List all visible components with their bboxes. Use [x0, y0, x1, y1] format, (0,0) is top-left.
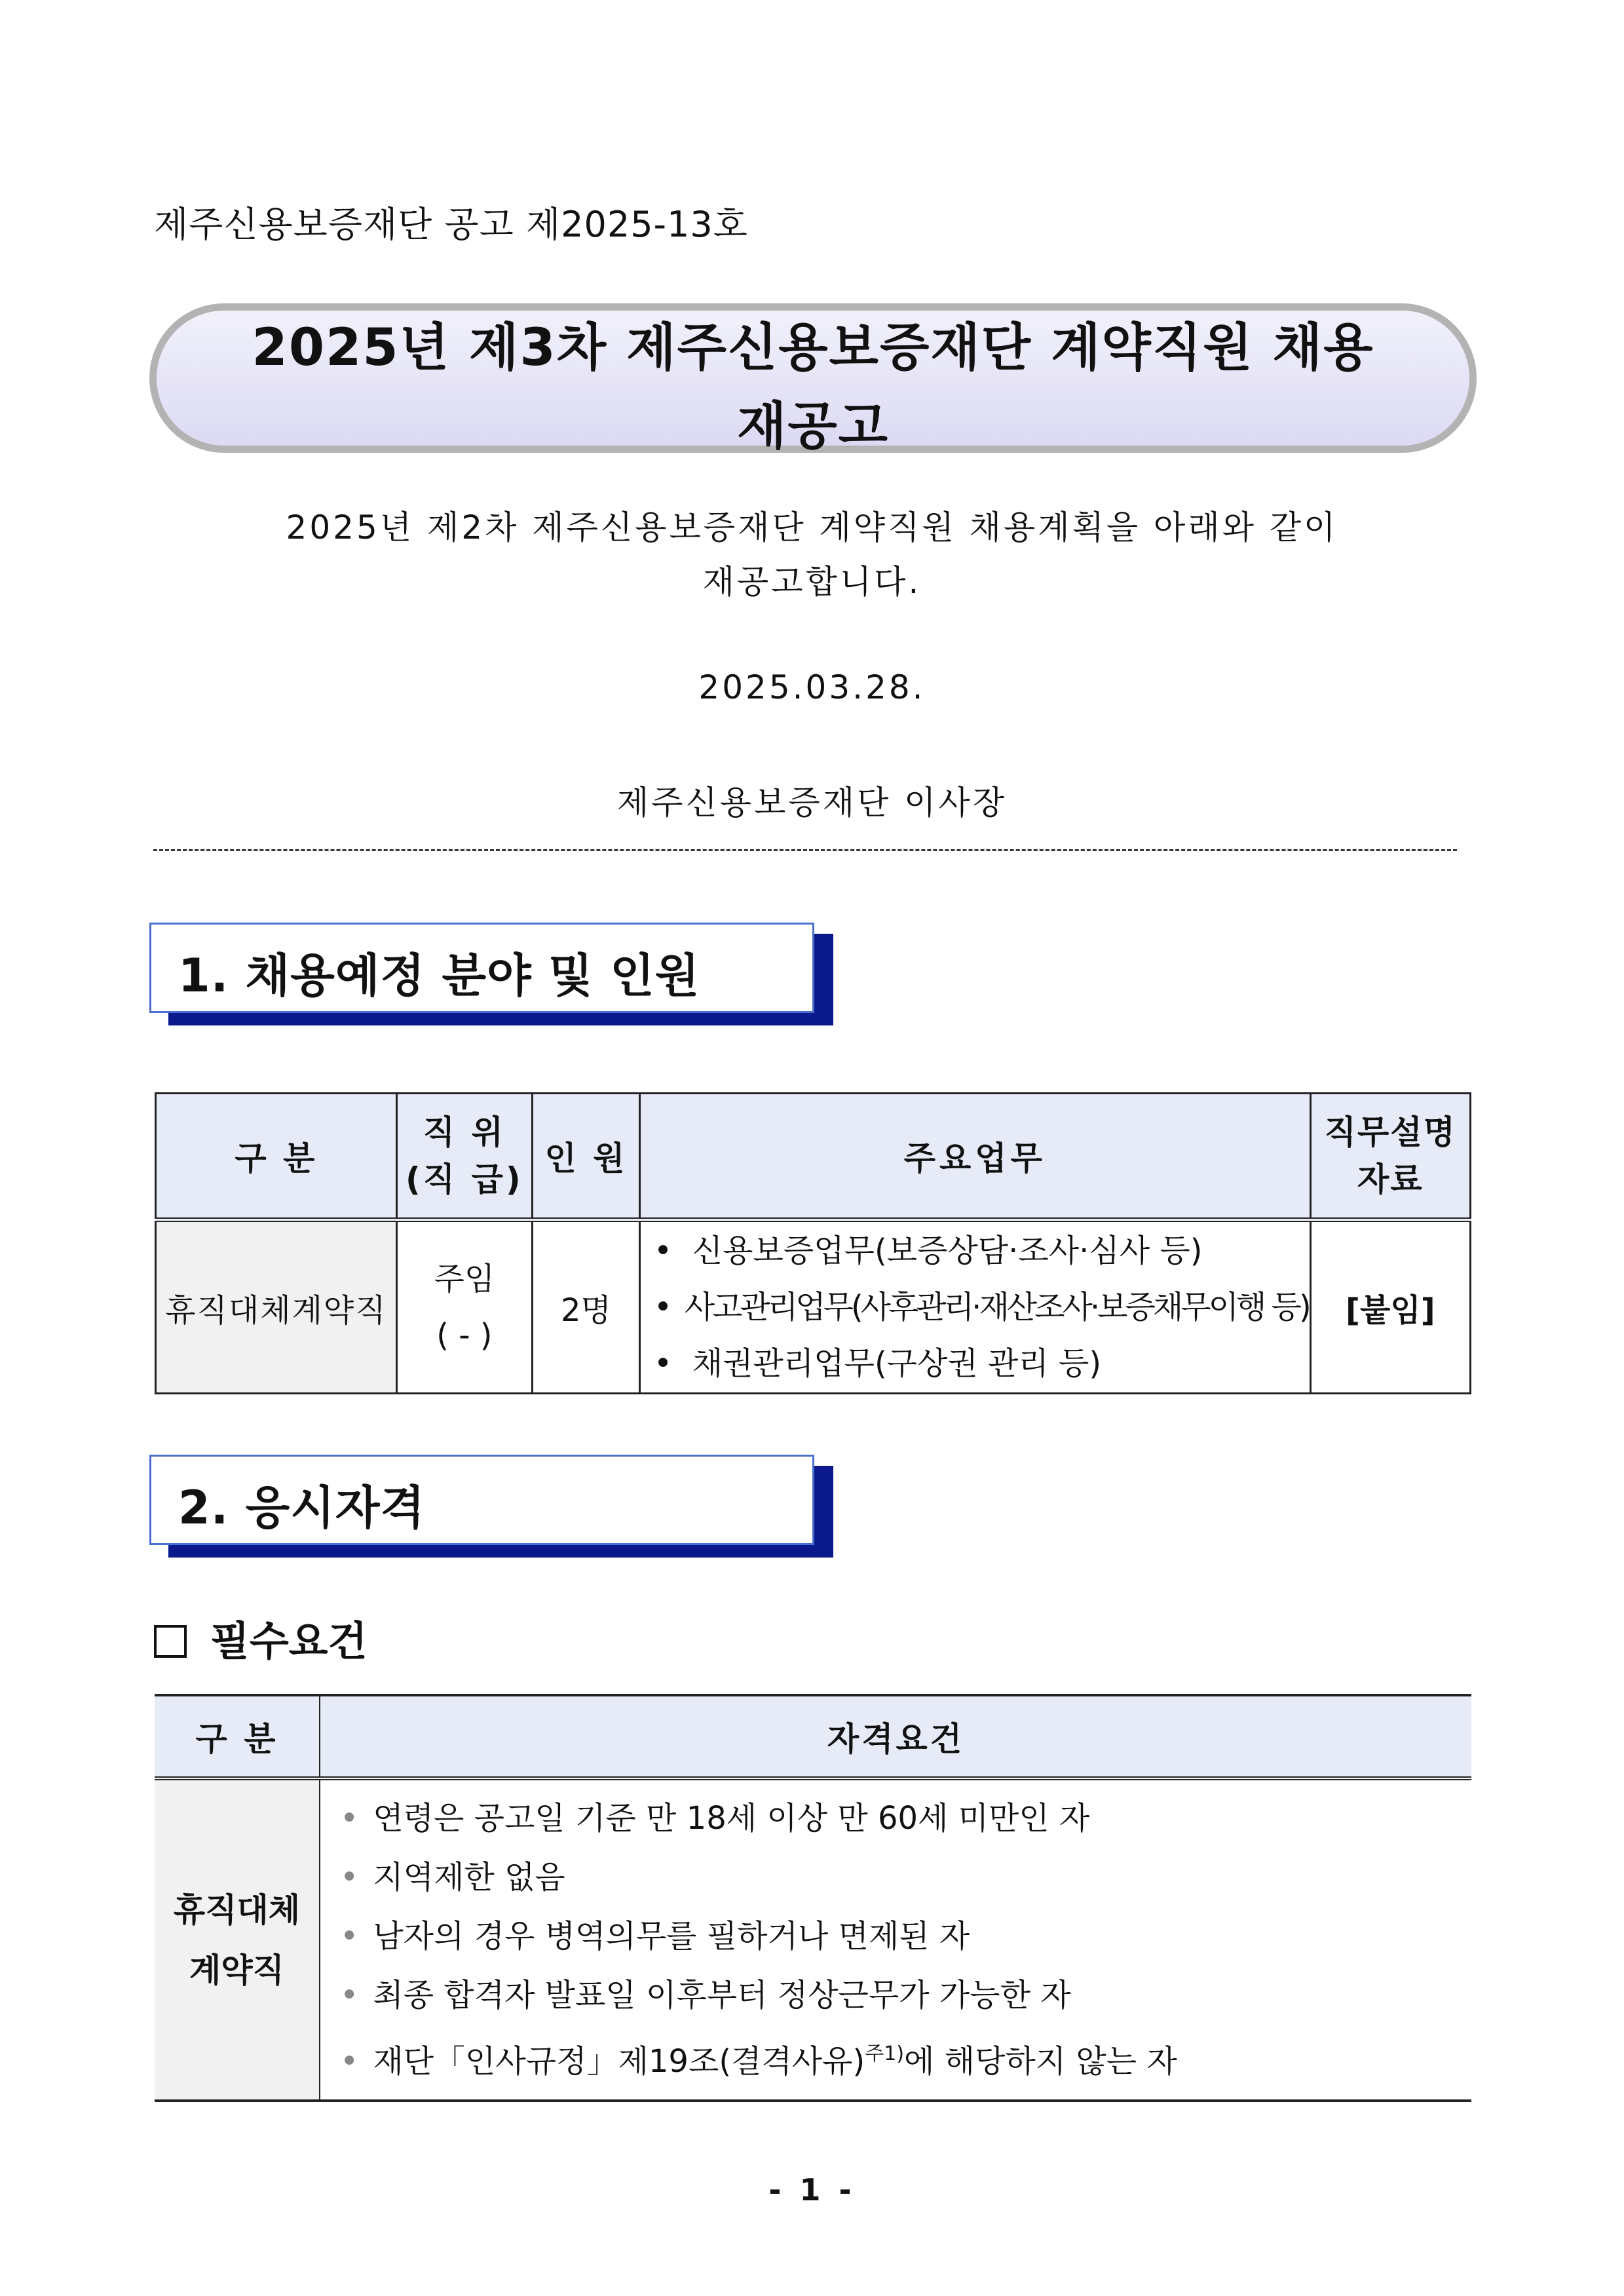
list-item: • 남자의 경우 병역의무를 필하거나 면제된 자	[340, 1918, 970, 1955]
list-item: • 최종 합격자 발표일 이후부터 정상근무가 가능한 자	[340, 1977, 1071, 2014]
req-category: 휴직대체 계약직	[155, 1778, 320, 2101]
duty-item: • 신용보증업무(보증상담·조사·심사 등)	[653, 1233, 1203, 1269]
req-list	[320, 1778, 1471, 2101]
page-number: - 1 -	[768, 2172, 856, 2208]
row-jobdesc: [붙임]	[1310, 1220, 1470, 1394]
table-row	[156, 1220, 1471, 1394]
req-header-requirements: 자격요건	[320, 1695, 1471, 1778]
footnote-ref: 주1)	[865, 2042, 905, 2065]
requirements-row	[155, 1778, 1471, 2101]
duty-item: • 사고관리업무(사후관리·재산조사·보증채무이행 등)	[653, 1289, 1309, 1326]
intro-line1: 2025년 제2차 제주신용보증재단 계약직원 채용계획을 아래와 같이	[286, 508, 1338, 546]
requirements-subheading: 필수요건	[154, 1609, 368, 1667]
list-item: • 지역제한 없음	[340, 1859, 565, 1896]
duty-item: • 채권관리업무(구상권 관리 등)	[653, 1345, 1102, 1382]
page-title-line1: 2025년 제3차 제주신용보증재단 계약직원 채용	[252, 318, 1374, 377]
divider	[153, 849, 1457, 851]
intro-line2: 재공고합니다.	[702, 563, 922, 601]
header-duties: 주요업무	[639, 1094, 1310, 1220]
section1-heading: 1. 채용예정 분야 및 인원	[178, 949, 700, 1003]
issuer: 제주신용보증재단 이사장	[616, 784, 1008, 822]
header-jobdesc: 직무설명 자료	[1310, 1094, 1470, 1220]
row-duties	[639, 1220, 1310, 1394]
header-category: 구 분	[156, 1094, 397, 1220]
announcement-date: 2025.03.28.	[698, 668, 926, 706]
requirements-table	[155, 1694, 1471, 2102]
row-position: 주임 ( - )	[396, 1220, 532, 1394]
section2-heading: 2. 응시자격	[178, 1481, 426, 1535]
req-header-category: 구 분	[155, 1695, 320, 1778]
header-position: 직 위 (직 급)	[396, 1094, 532, 1220]
notice-number: 제주신용보증재단 공고 제2025-13호	[154, 204, 748, 245]
list-item: • 재단「인사규정」제19조(결격사유)$^{주1)}$에 해당하지 않는 자	[340, 2042, 1177, 2080]
row-headcount: 2명	[532, 1220, 639, 1394]
header-headcount: 인 원	[532, 1094, 639, 1220]
checkbox-icon	[154, 1625, 187, 1658]
page-title-line2: 재공고	[736, 397, 890, 456]
table-header-row	[156, 1094, 1471, 1220]
recruitment-table	[155, 1092, 1471, 1394]
row-category: 휴직대체계약직	[156, 1220, 397, 1394]
requirements-header-row	[155, 1695, 1471, 1778]
list-item: • 연령은 공고일 기준 만 18세 이상 만 60세 미만인 자	[340, 1800, 1090, 1837]
